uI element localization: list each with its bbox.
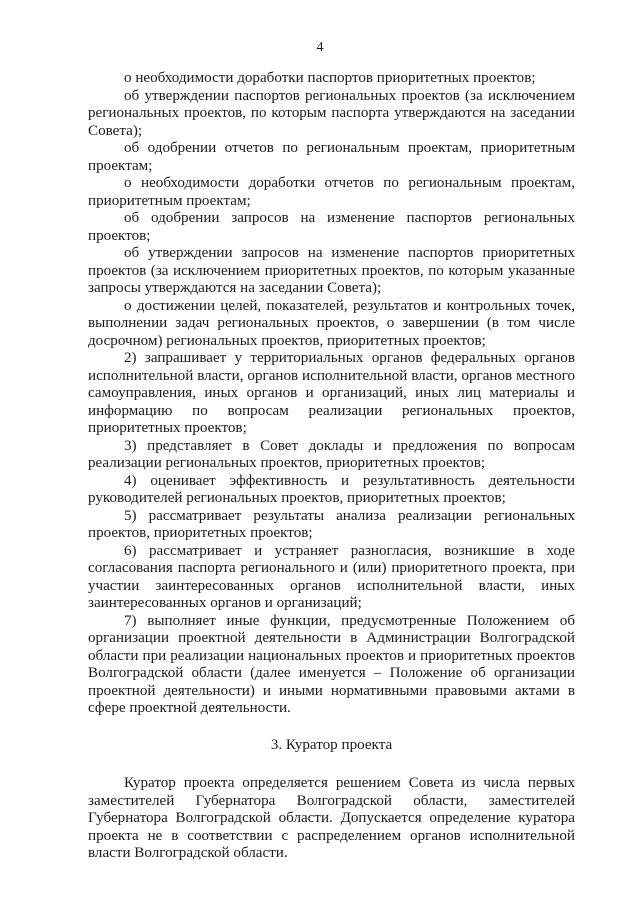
section-heading: 3. Куратор проекта: [270, 736, 393, 753]
document-body: [88, 70, 575, 863]
paragraph: об одобрении запросов на изменение паспортов региональных проектов;: [88, 210, 575, 244]
paragraph: 2) запрашивает у территориальных органов федеральных органов исполнительной власти, органов исполнительной власти, органов местного самоуправления, иных органов и организаций, иных лиц материалы и информацию по вопросам реализации региональных проектов, приоритетных проектов;: [88, 350, 575, 436]
paragraph: о достижении целей, показателей, результатов и контрольных точек, выполнении задач региональных проектов, о завершении (в том числе досрочном) региональных проектов, приоритетных проектов;: [88, 297, 575, 349]
paragraph: 3) представляет в Совет доклады и предложения по вопросам реализации региональных проектов, приоритетных проектов;: [88, 437, 575, 471]
section-paragraph: Куратор проекта определяется решением Совета из числа первых заместителей Губернатора Волгоградской области, заместителей Губернатора Волгоградской области. Допускается определение куратора проекта не в соответствии с распределением органов исполнительной власти Волгоградской области.: [88, 775, 575, 861]
page-number: 4: [316, 40, 324, 55]
paragraph: об утверждении запросов на изменение паспортов приоритетных проектов (за исключением приоритетных проектов, по которым указанные запросы утверждаются на заседании Совета);: [88, 245, 575, 296]
paragraph: о необходимости доработки паспортов приоритетных проектов;: [124, 70, 536, 86]
paragraph: 5) рассматривает результаты анализа реализации региональных проектов, приоритетных проектов;: [88, 507, 575, 541]
paragraph: об одобрении отчетов по региональным проектам, приоритетным проектам;: [88, 140, 575, 174]
paragraph: 7) выполняет иные функции, предусмотренные Положением об организации проектной деятельности в Администрации Волгоградской области при реализации национальных проектов и приоритетных проектов Волгоградской области (далее именуется – Положение об организации проектной деятельности) и иными нормативными правовыми актами в сфере проектной деятельности.: [88, 612, 575, 716]
paragraph: 6) рассматривает и устраняет разногласия, возникшие в ходе согласования паспорта регионального и (или) приоритетного проекта, при участии заинтересованных органов исполнительной власти, иных заинтересованных органов и организаций;: [88, 542, 575, 611]
paragraph: о необходимости доработки отчетов по региональным проектам, приоритетным проектам;: [88, 175, 575, 209]
paragraph: 4) оценивает эффективность и результативность деятельности руководителей региональных проектов, приоритетных проектов;: [88, 472, 575, 506]
paragraph: об утверждении паспортов региональных проектов (за исключением региональных проектов, по которым паспорта утверждаются на заседании Совета);: [88, 87, 575, 139]
